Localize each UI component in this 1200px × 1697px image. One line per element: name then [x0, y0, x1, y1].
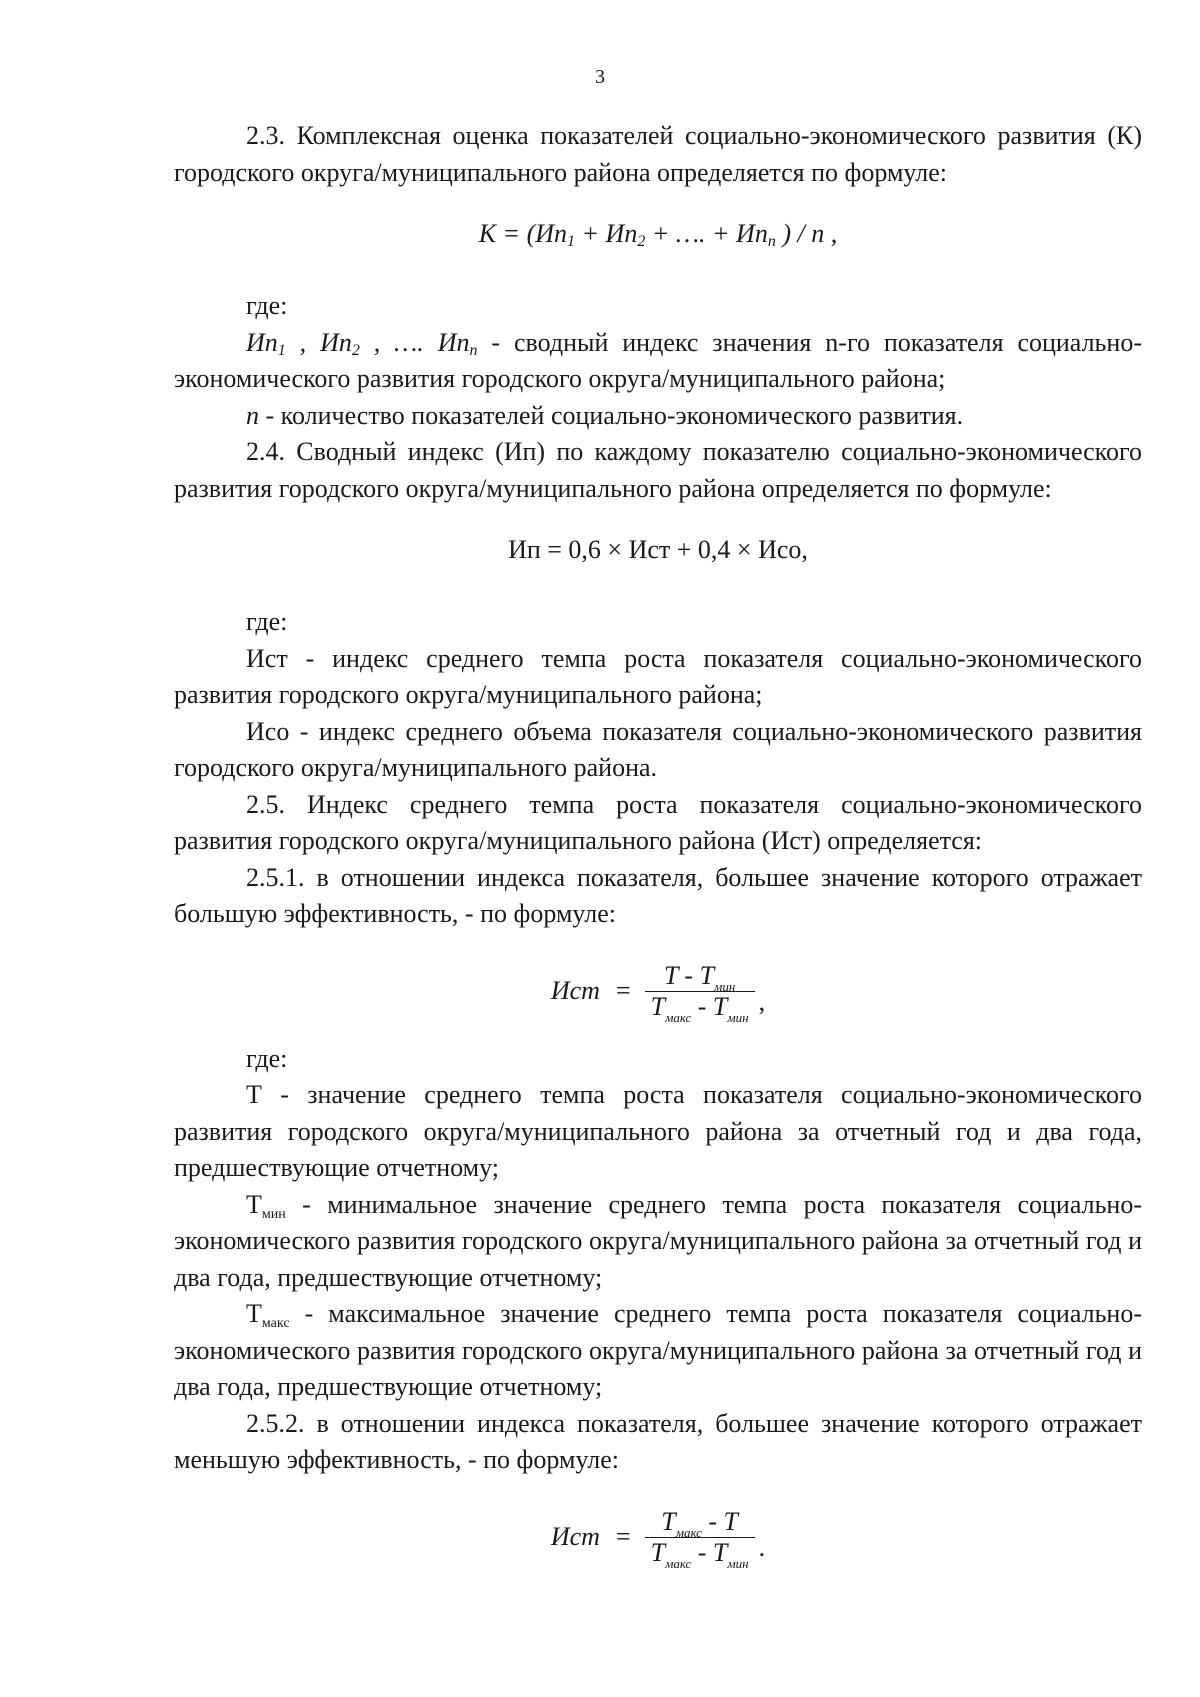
var-sub: макс — [261, 1316, 290, 1331]
num-part: - T — [701, 1507, 738, 1536]
formula-punct: , — [758, 987, 766, 1017]
num-part: T - T — [663, 961, 715, 990]
formula-k-part: + Ип — [575, 219, 638, 248]
section-2-3: 2.3. Комплексная оценка показателей социально-экономического развития (К) городского округа/муниципального района определяется по формуле: — [174, 121, 1142, 187]
definition-n — [174, 398, 1142, 435]
formula-punct: . — [758, 1533, 766, 1563]
den-sub: макс — [665, 1010, 692, 1025]
num-sub: мин — [714, 979, 736, 994]
den-part: T — [650, 1538, 666, 1567]
formula-k — [174, 216, 1142, 252]
formula-ip: Ип = 0,6 × Ист + 0,4 × Исо, — [508, 535, 808, 564]
formula-equals: = — [615, 976, 631, 1006]
formula-ist-1 — [174, 951, 1142, 1033]
section-2-4: 2.4. Сводный индекс (Ип) по каждому показателю социально-экономического развития городского округа/муниципального района определяется по формуле: — [174, 437, 1142, 503]
var-ip: , Ип — [285, 327, 352, 357]
var-ip: Ип — [246, 327, 278, 357]
formula-lhs: Ист — [550, 1522, 600, 1552]
den-part: - T — [691, 992, 728, 1021]
definition-iso: Исо - индекс среднего объема показателя социально-экономического развития городского округа/муниципального района. — [174, 716, 1142, 782]
section-2-5: 2.5. Индекс среднего темпа роста показателя социально-экономического развития городского округа/муниципального района (Ист) определяется: — [174, 789, 1142, 855]
var-t: Т — [246, 1189, 262, 1219]
fraction-numerator — [658, 961, 741, 994]
definition-tmax — [174, 1296, 1142, 1406]
formula-k-part: ) / n , — [775, 219, 838, 248]
where-label: где: — [246, 607, 288, 636]
var-n: n — [246, 400, 259, 430]
formula-k-sub: n — [767, 233, 776, 250]
formula-ist-2 — [174, 1497, 1142, 1579]
fraction-numerator — [655, 1507, 744, 1540]
definition-ist: Ист - индекс среднего темпа роста показателя социально-экономического развития городского округа/муниципального района; — [174, 643, 1142, 709]
formula-equals: = — [615, 1522, 631, 1552]
var-sub: 2 — [351, 341, 360, 359]
where-label: где: — [246, 291, 288, 320]
formula-lhs: Ист — [550, 976, 600, 1006]
definition-text: - количество показателей социально-экономического развития. — [259, 400, 964, 430]
den-part: T — [650, 992, 666, 1021]
den-sub: мин — [727, 1010, 749, 1025]
page-number: 3 — [595, 66, 605, 88]
section-2-5-1: 2.5.1. в отношении индекса показателя, большее значение которого отражает большую эффективность, - по формуле: — [174, 862, 1142, 928]
definition-text: - сводный индекс значения n-го показателя социально-экономического развития городского округа/муниципального района; — [174, 327, 1142, 393]
definition-text: - максимальное значение среднего темпа роста показателя социально-экономического развития городского округа/муниципального района за отчетный год и два года, предшествующие отчетному; — [174, 1299, 1142, 1401]
section-2-5-2: 2.5.2. в отношении индекса показателя, большее значение которого отражает меньшую эффективность, - по формуле: — [174, 1408, 1142, 1474]
fraction — [645, 1507, 755, 1571]
document-body — [174, 118, 1142, 1587]
var-sub: 1 — [277, 341, 286, 359]
definition-tmin — [174, 1187, 1142, 1297]
fraction-denominator — [645, 992, 755, 1025]
var-t: Т — [246, 1299, 262, 1328]
fraction — [645, 961, 755, 1025]
var-sub: мин — [261, 1206, 286, 1222]
fraction-denominator — [645, 1538, 755, 1571]
formula-k-sub: 1 — [567, 233, 576, 250]
formula-k-part: + …. + Ип — [645, 219, 768, 248]
definition-ip — [174, 325, 1142, 398]
formula-k-part: К = (Ип — [478, 219, 568, 248]
where-label: где: — [246, 1043, 288, 1073]
den-sub: макс — [665, 1556, 692, 1571]
formula-k-sub: 2 — [637, 233, 646, 250]
num-part: T — [661, 1507, 676, 1536]
var-ip: , …. Ип — [359, 327, 470, 357]
definition-t: Т - значение среднего темпа роста показателя социально-экономического развития городского округа/муниципального района за отчетный год и два года, предшествующие отчетному; — [174, 1080, 1142, 1182]
definition-text: - минимальное значение среднего темпа роста показателя социально-экономического развития городского округа/муниципального района за отчетный год и два года, предшествующие отчетному; — [174, 1189, 1142, 1292]
den-sub: мин — [727, 1556, 749, 1571]
var-sub: n — [469, 341, 478, 359]
num-sub: макс — [675, 1525, 702, 1540]
den-part: - T — [691, 1538, 728, 1567]
